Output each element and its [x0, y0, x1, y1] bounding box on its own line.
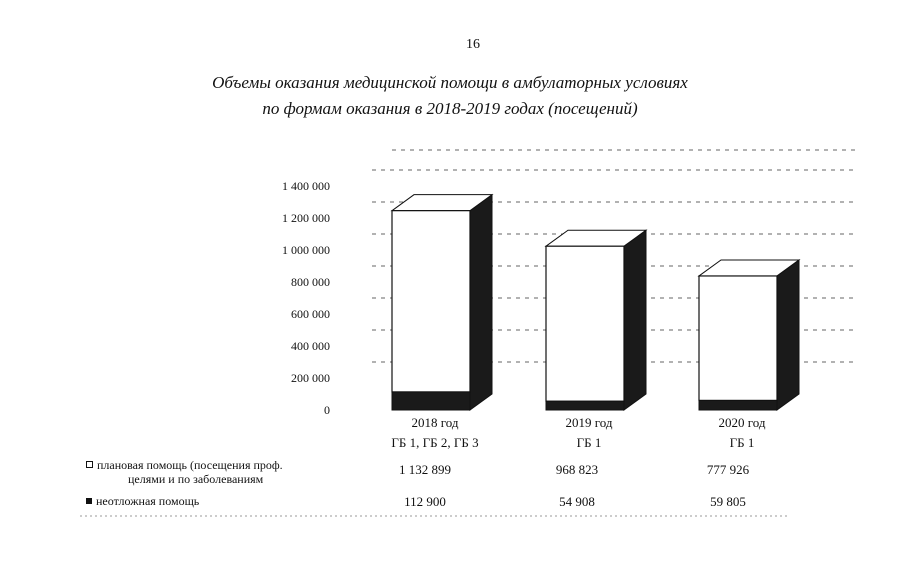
urgent-value-2020: 59 805	[710, 494, 746, 509]
x-category-label-1: 2019 год	[565, 415, 613, 430]
y-tick-label-3: 600 000	[291, 307, 330, 321]
planned-value-2019: 968 823	[555, 462, 599, 477]
urgent-value-2019: 54 908	[559, 494, 595, 509]
bar-side-2	[777, 260, 799, 410]
x-category-sublabel-2: ГБ 1	[729, 435, 755, 450]
bar-urgent-0	[392, 392, 470, 410]
bar-planned-0	[392, 211, 470, 392]
y-tick-label-0: 0	[324, 403, 330, 417]
row-label-urgent	[86, 494, 199, 508]
planned-value-2020: 777 926	[706, 462, 750, 477]
urgent-marker-icon	[86, 498, 92, 504]
row-label-planned	[86, 458, 283, 486]
bar-planned-2	[699, 276, 777, 400]
row-label-urgent-text: неотложная помощь	[96, 494, 200, 508]
y-tick-label-4: 800 000	[291, 275, 330, 289]
y-tick-label-2: 400 000	[291, 339, 330, 353]
chart-title-line-1: Объемы оказания медицинской помощи в амбулаторных условиях	[212, 73, 688, 92]
y-tick-label-7: 1 400 000	[282, 179, 330, 193]
bar-side-1	[624, 230, 646, 410]
y-tick-label-6: 1 200 000	[282, 211, 330, 225]
urgent-value-2018: 112 900	[404, 494, 446, 509]
bar-side-0	[470, 195, 492, 410]
x-category-label-0: 2018 год	[411, 415, 459, 430]
y-tick-label-5: 1 000 000	[282, 243, 330, 257]
bar-urgent-1	[546, 401, 624, 410]
planned-marker-icon	[86, 461, 93, 468]
row-label-planned-line-2: целями и по заболеваниям	[128, 472, 264, 486]
chart-title-line-2: по формам оказания в 2018-2019 годах (посещений)	[262, 99, 638, 118]
y-tick-label-1: 200 000	[291, 371, 330, 385]
row-label-planned-line-1: плановая помощь (посещения проф.	[97, 458, 283, 472]
x-category-label-2: 2020 год	[718, 415, 766, 430]
page-number: 16	[466, 37, 480, 52]
bar-planned-1	[546, 246, 624, 401]
bar-urgent-2	[699, 400, 777, 410]
x-category-sublabel-1: ГБ 1	[576, 435, 602, 450]
planned-value-2018: 1 132 899	[399, 462, 451, 477]
x-category-sublabel-0: ГБ 1, ГБ 2, ГБ 3	[391, 435, 479, 450]
